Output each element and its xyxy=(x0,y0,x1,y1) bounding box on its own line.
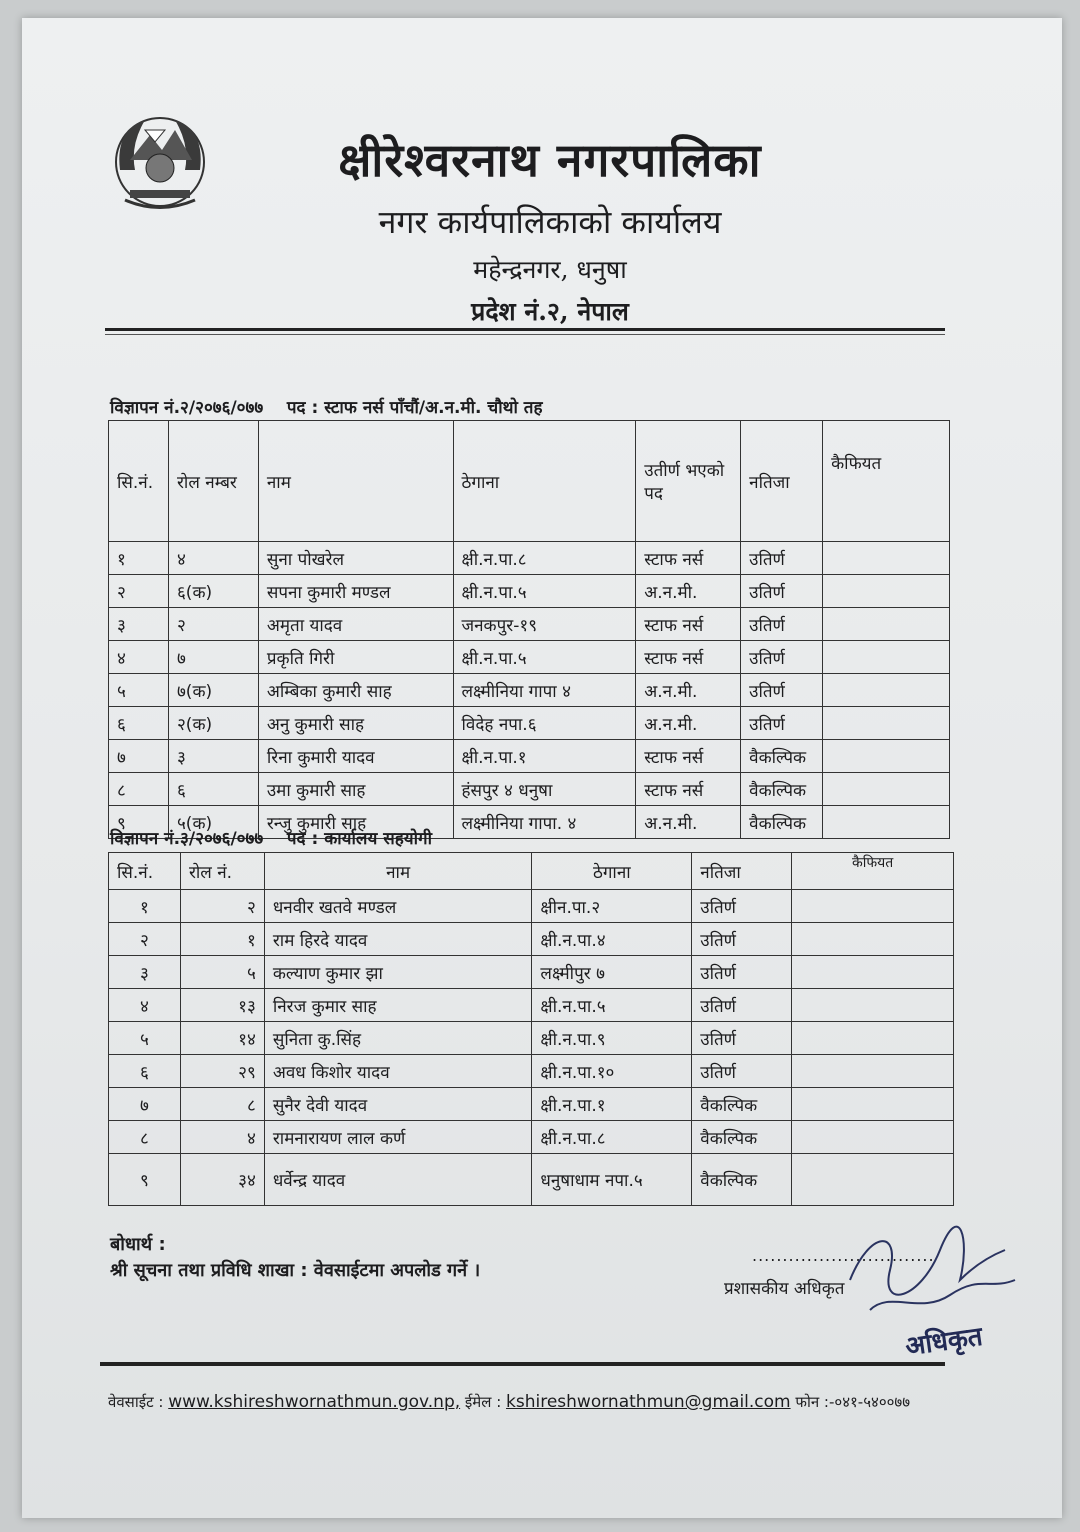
cell-address: लक्ष्मीनिया गापा. ४ xyxy=(453,806,636,839)
notice2-heading xyxy=(110,826,432,849)
cell-address: क्षी.न.पा.४ xyxy=(532,923,692,956)
cell-address: क्षीन.पा.२ xyxy=(532,890,692,923)
cell-remarks xyxy=(823,740,950,773)
cell-passed-post: अ.न.मी. xyxy=(636,806,741,839)
cell-remarks xyxy=(823,575,950,608)
cell-name: प्रकृति गिरी xyxy=(258,641,453,674)
cell-sn: ६ xyxy=(109,707,169,740)
cell-address: क्षी.न.पा.१ xyxy=(453,740,636,773)
cell-roll: ७ xyxy=(168,641,258,674)
cell-remarks xyxy=(792,923,954,956)
cell-address: जनकपुर-१९ xyxy=(453,608,636,641)
cell-passed-post: स्टाफ नर्स xyxy=(636,740,741,773)
column-header-result: नतिजा xyxy=(741,421,823,542)
cell-remarks xyxy=(792,1121,954,1154)
column-header-roll: रोल नं. xyxy=(180,853,264,890)
table-row xyxy=(109,1154,954,1206)
cell-address: क्षी.न.पा.५ xyxy=(453,575,636,608)
cell-sn: ४ xyxy=(109,641,169,674)
cell-roll: ३ xyxy=(168,740,258,773)
cell-sn: ५ xyxy=(109,674,169,707)
cell-name: रामनारायण लाल कर्ण xyxy=(264,1121,532,1154)
cell-roll: २९ xyxy=(180,1055,264,1088)
cell-name: राम हिरदे यादव xyxy=(264,923,532,956)
cell-passed-post: अ.न.मी. xyxy=(636,575,741,608)
header-divider-thin xyxy=(105,334,945,335)
signature-line: .............................. xyxy=(752,1246,935,1265)
table-row xyxy=(109,641,950,674)
cell-address: धनुषाधाम नपा.५ xyxy=(532,1154,692,1206)
notice1-ad-number: विज्ञापन नं.२/२०७६/०७७ xyxy=(110,398,264,418)
cell-roll: ५(क) xyxy=(168,806,258,839)
cell-result: वैकल्पिक xyxy=(692,1154,792,1206)
cell-sn: ४ xyxy=(109,989,181,1022)
cell-sn: ३ xyxy=(109,608,169,641)
cell-sn: ९ xyxy=(109,806,169,839)
notice2-results-table xyxy=(108,852,954,1206)
cc-label: बोधार्थ : xyxy=(110,1234,166,1255)
cell-remarks xyxy=(792,1154,954,1206)
notice2-post: पद : कार्यालय सहयोगी xyxy=(286,829,432,849)
cell-passed-post: स्टाफ नर्स xyxy=(636,608,741,641)
cell-remarks xyxy=(792,890,954,923)
cell-result: उतिर्ण xyxy=(741,641,823,674)
cell-sn: ३ xyxy=(109,956,181,989)
table-row xyxy=(109,1121,954,1154)
cell-result: उतिर्ण xyxy=(741,674,823,707)
cell-sn: १ xyxy=(109,542,169,575)
cell-name: अवध किशोर यादव xyxy=(264,1055,532,1088)
cell-name: निरज कुमार साह xyxy=(264,989,532,1022)
cell-roll: २(क) xyxy=(168,707,258,740)
cell-sn: ७ xyxy=(109,740,169,773)
column-header-remarks: कैफियत xyxy=(792,853,954,890)
cell-sn: ६ xyxy=(109,1055,181,1088)
cell-name: रिना कुमारी यादव xyxy=(258,740,453,773)
cell-name: सपना कुमारी मण्डल xyxy=(258,575,453,608)
table-row xyxy=(109,1055,954,1088)
table-row xyxy=(109,1022,954,1055)
column-header-sn: सि.नं. xyxy=(109,853,181,890)
cell-address: हंसपुर ४ धनुषा xyxy=(453,773,636,806)
cell-address: क्षी.न.पा.८ xyxy=(532,1121,692,1154)
cell-name: अनु कुमारी साह xyxy=(258,707,453,740)
table-row xyxy=(109,923,954,956)
cell-name: धर्वेन्द्र यादव xyxy=(264,1154,532,1206)
cell-result: उतिर्ण xyxy=(692,1055,792,1088)
office-title: नगर कार्यपालिकाको कार्यालय xyxy=(378,203,722,241)
cell-result: वैकल्पिक xyxy=(692,1121,792,1154)
table-row xyxy=(109,608,950,641)
cell-remarks xyxy=(792,1088,954,1121)
cc-recipient: श्री सूचना तथा प्रविधि शाखा : वेवसाईटमा अपलोड गर्ने । xyxy=(110,1260,481,1281)
cell-address: लक्ष्मीपुर ७ xyxy=(532,956,692,989)
cell-roll: २ xyxy=(180,890,264,923)
officer-stamp: अधिकृत xyxy=(903,1321,985,1363)
cell-name: अम्बिका कुमारी साह xyxy=(258,674,453,707)
cell-address: क्षी.न.पा.९ xyxy=(532,1022,692,1055)
municipality-title: क्षीरेश्वरनाथ नगरपालिका xyxy=(338,133,762,187)
cell-name: धनवीर खतवे मण्डल xyxy=(264,890,532,923)
column-header-name: नाम xyxy=(258,421,453,542)
cell-remarks xyxy=(823,806,950,839)
cell-address: क्षी.न.पा.५ xyxy=(453,641,636,674)
cell-remarks xyxy=(823,674,950,707)
cell-result: उतिर्ण xyxy=(741,608,823,641)
signing-officer-title: प्रशासकीय अधिकृत xyxy=(724,1279,845,1299)
cell-remarks xyxy=(792,989,954,1022)
cell-result: वैकल्पिक xyxy=(741,773,823,806)
cell-sn: १ xyxy=(109,890,181,923)
cell-sn: ७ xyxy=(109,1088,181,1121)
office-address: महेन्द्रनगर, धनुषा xyxy=(473,255,627,284)
cell-passed-post: अ.न.मी. xyxy=(636,707,741,740)
cell-remarks xyxy=(792,1055,954,1088)
column-header-address: ठेगाना xyxy=(453,421,636,542)
cell-sn: ८ xyxy=(109,773,169,806)
cell-address: क्षी.न.पा.५ xyxy=(532,989,692,1022)
website-link[interactable]: www.kshireshwornathmun.gov.np, xyxy=(168,1392,461,1412)
cell-name: सुना पोखरेल xyxy=(258,542,453,575)
cell-address: विदेह नपा.६ xyxy=(453,707,636,740)
cell-roll: ४ xyxy=(168,542,258,575)
cell-name: कल्याण कुमार झा xyxy=(264,956,532,989)
cell-address: क्षी.न.पा.१० xyxy=(532,1055,692,1088)
table-row xyxy=(109,956,954,989)
cell-address: क्षी.न.पा.१ xyxy=(532,1088,692,1121)
cell-sn: ८ xyxy=(109,1121,181,1154)
header-divider xyxy=(105,328,945,331)
cell-roll: ६ xyxy=(168,773,258,806)
table-row xyxy=(109,1088,954,1121)
cell-sn: २ xyxy=(109,575,169,608)
notice1-heading xyxy=(110,395,543,418)
column-header-remarks: कैफियत xyxy=(823,421,950,542)
cell-passed-post: स्टाफ नर्स xyxy=(636,641,741,674)
table-row xyxy=(109,575,950,608)
cell-result: उतिर्ण xyxy=(692,1022,792,1055)
notice1-results-table xyxy=(108,420,950,839)
table-row xyxy=(109,989,954,1022)
column-header-sn: सि.नं. xyxy=(109,421,169,542)
cell-remarks xyxy=(823,608,950,641)
column-header-passed-post: उतीर्ण भएको पद xyxy=(636,421,741,542)
column-header-name: नाम xyxy=(264,853,532,890)
cell-result: उतिर्ण xyxy=(741,707,823,740)
cell-remarks xyxy=(823,542,950,575)
cell-roll: ८ xyxy=(180,1088,264,1121)
cell-address: क्षी.न.पा.८ xyxy=(453,542,636,575)
cell-name: सुनिता कु.सिंह xyxy=(264,1022,532,1055)
cell-roll: ३४ xyxy=(180,1154,264,1206)
cell-passed-post: अ.न.मी. xyxy=(636,674,741,707)
cell-remarks xyxy=(792,1022,954,1055)
cell-roll: ७(क) xyxy=(168,674,258,707)
column-header-address: ठेगाना xyxy=(532,853,692,890)
cell-sn: ५ xyxy=(109,1022,181,1055)
table-header-row xyxy=(109,853,954,890)
notice2-ad-number: विज्ञापन नं.३/२०७६/०७७ xyxy=(110,829,264,849)
cell-name: उमा कुमारी साह xyxy=(258,773,453,806)
table-row xyxy=(109,707,950,740)
cell-name: सुनैर देवी यादव xyxy=(264,1088,532,1121)
cell-remarks xyxy=(823,707,950,740)
cell-passed-post: स्टाफ नर्स xyxy=(636,773,741,806)
cell-result: उतिर्ण xyxy=(692,890,792,923)
cell-sn: ९ xyxy=(109,1154,181,1206)
cell-result: उतिर्ण xyxy=(692,923,792,956)
cell-result: उतिर्ण xyxy=(692,956,792,989)
cell-result: वैकल्पिक xyxy=(692,1088,792,1121)
cell-sn: २ xyxy=(109,923,181,956)
website-label: वेवसाईट : xyxy=(108,1393,164,1411)
table-row xyxy=(109,890,954,923)
cell-roll: १ xyxy=(180,923,264,956)
cell-remarks xyxy=(823,641,950,674)
table-row xyxy=(109,773,950,806)
table-row xyxy=(109,542,950,575)
table-row xyxy=(109,740,950,773)
cell-address: लक्ष्मीनिया गापा ४ xyxy=(453,674,636,707)
cell-roll: ६(क) xyxy=(168,575,258,608)
cell-roll: ५ xyxy=(180,956,264,989)
cell-result: वैकल्पिक xyxy=(741,740,823,773)
phone-number: फोन :-०४१-५४००७७ xyxy=(795,1393,911,1411)
cell-result: उतिर्ण xyxy=(741,542,823,575)
cell-remarks xyxy=(792,956,954,989)
cell-passed-post: स्टाफ नर्स xyxy=(636,542,741,575)
cell-roll: १४ xyxy=(180,1022,264,1055)
cell-roll: २ xyxy=(168,608,258,641)
notice1-post: पद : स्टाफ नर्स पाँचौं/अ.न.मी. चौथो तह xyxy=(286,398,543,418)
cell-name: रन्जु कुमारी साह xyxy=(258,806,453,839)
cell-result: उतिर्ण xyxy=(741,575,823,608)
nepal-government-emblem-icon xyxy=(100,100,220,220)
cell-result: वैकल्पिक xyxy=(741,806,823,839)
column-header-roll: रोल नम्बर xyxy=(168,421,258,542)
cell-result: उतिर्ण xyxy=(692,989,792,1022)
cell-roll: १३ xyxy=(180,989,264,1022)
email-link[interactable]: kshireshwornathmun@gmail.com xyxy=(506,1392,791,1412)
cell-roll: ४ xyxy=(180,1121,264,1154)
handwritten-signature-icon xyxy=(830,1220,1030,1330)
table-header-row xyxy=(109,421,950,542)
column-header-result: नतिजा xyxy=(692,853,792,890)
cell-remarks xyxy=(823,773,950,806)
table-row xyxy=(109,674,950,707)
cell-name: अमृता यादव xyxy=(258,608,453,641)
email-label: ईमेल : xyxy=(464,1393,502,1411)
contact-footer xyxy=(108,1392,910,1412)
province-line: प्रदेश नं.२, नेपाल xyxy=(471,297,629,326)
footer-divider xyxy=(100,1362,945,1366)
